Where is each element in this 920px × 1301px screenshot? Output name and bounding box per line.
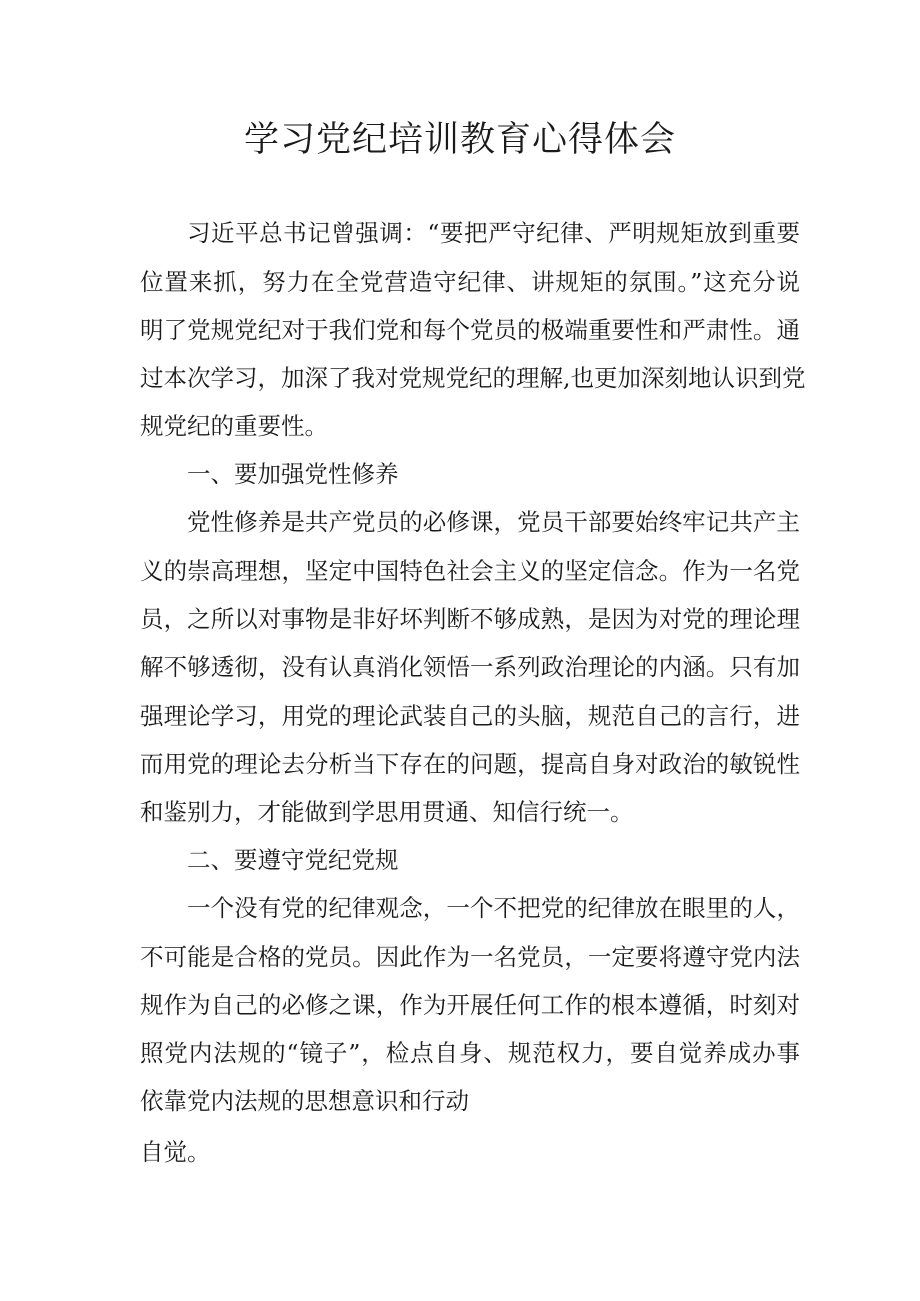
- paragraph-2-line-5: 强理论学习，用党的理论武装自己的头脑，规范自己的言行，进: [140, 702, 800, 730]
- paragraph-1-line-5: 规党纪的重要性。: [140, 412, 328, 440]
- paragraph-3-line-4: 照党内法规的“镜子”，检点自身、规范权力，要自觉养成办事: [140, 1039, 800, 1067]
- paragraph-3-line-3: 规作为自己的必修之课，作为开展任何工作的根本遵循，时刻对: [140, 991, 800, 1019]
- paragraph-2-line-3: 员，之所以对事物是非好坏判断不够成熟，是因为对党的理论理: [140, 605, 800, 633]
- paragraph-3-line-2: 不可能是合格的党员。因此作为一名党员，一定要将遵守党内法: [140, 943, 800, 971]
- document-title: 学习党纪培训教育心得体会: [243, 120, 676, 160]
- paragraph-2-line-2: 义的崇高理想，坚定中国特色社会主义的坚定信念。作为一名党: [140, 557, 800, 585]
- paragraph-2-line-7: 和鉴别力，才能做到学思用贯通、知信行统一。: [140, 798, 634, 826]
- paragraph-1-line-3: 明了党规党纪对于我们党和每个党员的极端重要性和严肃性。通: [140, 316, 800, 344]
- paragraph-2-line-4: 解不够透彻，没有认真消化领悟一系列政治理论的内涵。只有加: [140, 653, 800, 681]
- paragraph-1-line-4: 过本次学习，加深了我对党规党纪的理解,也更加深刻地认识到党: [140, 364, 806, 392]
- paragraph-3-line-1: 一个没有党的纪律观念，一个不把党的纪律放在眼里的人，: [187, 894, 800, 922]
- paragraph-1-line-2: 位置来抓，努力在全党营造守纪律、讲规矩的氛围。”这充分说: [140, 268, 800, 296]
- paragraph-2-line-6: 而用党的理论去分析当下存在的问题，提高自身对政治的敏锐性: [140, 750, 800, 778]
- paragraph-1-line-1: 习近平总书记曾强调：“要把严守纪律、严明规矩放到重要: [187, 219, 800, 247]
- section-heading-2: 二、要遵守党纪党规: [187, 846, 399, 874]
- paragraph-3-line-6: 自觉。: [140, 1138, 211, 1166]
- section-heading-1: 一、要加强党性修养: [187, 460, 399, 488]
- paragraph-2-line-1: 党性修养是共产党员的必修课，党员干部要始终牢记共产主: [187, 508, 800, 536]
- paragraph-3-line-5: 依靠党内法规的思想意识和行动: [140, 1087, 469, 1115]
